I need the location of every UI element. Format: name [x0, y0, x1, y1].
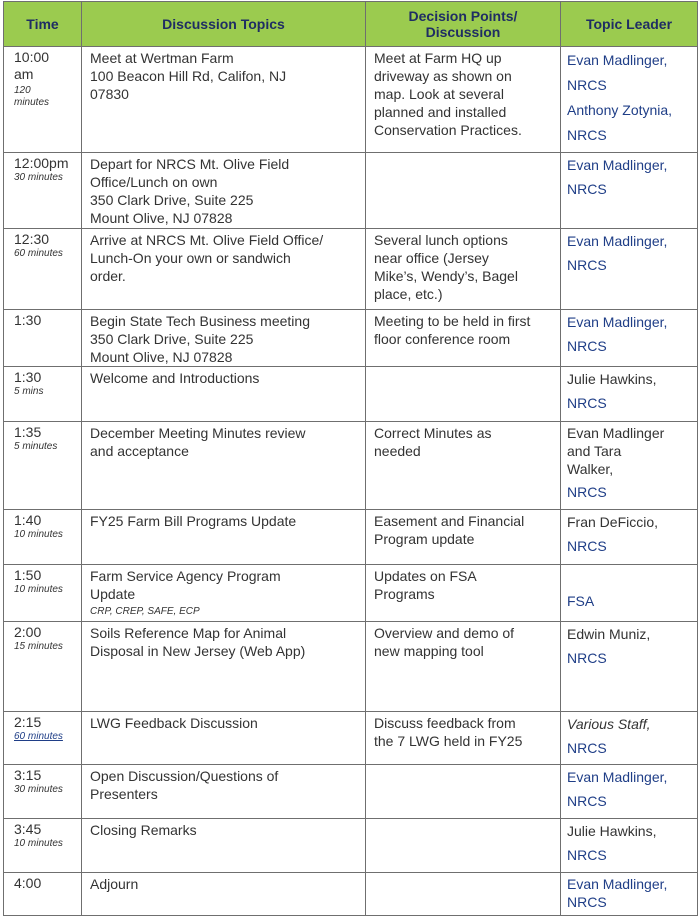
topic-line: Lunch-On your own or sandwich — [90, 250, 291, 266]
duration-value: 10 minutes — [14, 838, 63, 849]
time-value: 1:30 — [14, 312, 42, 328]
leader-line: NRCS — [567, 395, 607, 411]
leader-line: Evan Madlinger, — [567, 769, 668, 785]
duration-value: 10 minutes — [14, 584, 63, 595]
time-cell — [4, 47, 82, 153]
leader-line: NRCS — [567, 538, 607, 554]
topic-cell — [82, 47, 366, 153]
leader-line: FSA — [567, 593, 595, 609]
header-decision-line1: Decision Points/ — [408, 8, 518, 24]
leader-line: NRCS — [567, 847, 607, 863]
leader-cell — [561, 510, 698, 565]
topic-line: Begin State Tech Business meeting — [90, 313, 310, 329]
decision-cell — [366, 310, 561, 367]
duration-value: 60 minutes — [14, 248, 63, 259]
leader-line: NRCS — [567, 894, 607, 910]
decision-line: Meeting to be held in first — [374, 313, 531, 329]
leader-line: Evan Madlinger, — [567, 314, 668, 330]
decision-cell — [366, 565, 561, 622]
decision-cell — [366, 712, 561, 765]
leader-line: Evan Madlinger — [567, 425, 665, 441]
time-value: 2:15 — [14, 714, 42, 730]
table-row — [4, 765, 698, 819]
header-leader: Topic Leader — [561, 2, 698, 47]
topic-cell — [82, 229, 366, 310]
decision-line: Several lunch options — [374, 232, 508, 248]
leader-cell — [561, 765, 698, 819]
time-cell — [4, 565, 82, 622]
leader-line: Evan Madlinger, — [567, 157, 668, 173]
topic-update-word: Update — [90, 586, 136, 602]
time-cell — [4, 229, 82, 310]
topic-line: December Meeting Minutes review — [90, 425, 306, 441]
leader-line: NRCS — [567, 650, 607, 666]
topic-line-update — [90, 585, 357, 621]
decision-cell — [366, 422, 561, 510]
leader-line: Evan Madlinger, — [567, 876, 668, 892]
topic-line: Soils Reference Map for Animal — [90, 625, 287, 641]
decision-cell — [366, 47, 561, 153]
topic-line: order. — [90, 268, 126, 284]
topic-line: Presenters — [90, 786, 158, 802]
time-cell — [4, 153, 82, 229]
duration-value: 30 minutes — [14, 784, 63, 795]
topic-cell — [82, 565, 366, 622]
decision-line: new mapping tool — [374, 643, 484, 659]
table-row — [4, 565, 698, 622]
decision-line: planned and installed — [374, 104, 507, 120]
decision-line: needed — [374, 443, 421, 459]
table-row — [4, 622, 698, 712]
topic-line: 100 Beacon Hill Rd, Califon, NJ — [90, 68, 287, 84]
decision-line: Correct Minutes as — [374, 425, 492, 441]
time-cell — [4, 765, 82, 819]
topic-line: 07830 — [90, 86, 129, 102]
agenda-table — [3, 1, 698, 916]
leader-line: Julie Hawkins, — [567, 371, 657, 387]
leader-line: and Tara — [567, 443, 622, 459]
decision-cell — [366, 229, 561, 310]
topic-cell — [82, 873, 366, 916]
leader-cell — [561, 712, 698, 765]
decision-line: Programs — [374, 586, 435, 602]
topic-cell — [82, 510, 366, 565]
leader-line: NRCS — [567, 127, 607, 143]
leader-line: NRCS — [567, 257, 607, 273]
decision-line: near office (Jersey — [374, 250, 489, 266]
table-row — [4, 510, 698, 565]
decision-cell — [366, 765, 561, 819]
decision-line: Program update — [374, 531, 475, 547]
time-value: 2:00 — [14, 624, 42, 640]
leader-line: NRCS — [567, 181, 607, 197]
table-row — [4, 47, 698, 153]
decision-cell — [366, 819, 561, 873]
topic-line: LWG Feedback Discussion — [90, 715, 258, 731]
leader-line: Anthony Zotynia, — [567, 102, 673, 118]
header-row — [4, 2, 698, 47]
leader-cell — [561, 622, 698, 712]
time-value: 1:35 — [14, 424, 42, 440]
leader-cell — [561, 229, 698, 310]
decision-cell — [366, 153, 561, 229]
decision-line: Mike’s, Wendy’s, Bagel — [374, 268, 518, 284]
leader-line: Various Staff, — [567, 716, 651, 732]
leader-line: NRCS — [567, 484, 607, 500]
duration-value: 5 minutes — [14, 441, 58, 452]
duration-link[interactable]: 60 minutes — [14, 731, 63, 742]
time-value: 1:50 — [14, 567, 42, 583]
decision-cell — [366, 873, 561, 916]
time-value: 3:45 — [14, 821, 42, 837]
header-decision-line2: Discussion — [425, 24, 501, 40]
leader-line: Julie Hawkins, — [567, 823, 657, 839]
duration-value: 15 minutes — [14, 641, 63, 652]
topic-line: Meet at Wertman Farm — [90, 50, 234, 66]
decision-line: driveway as shown on — [374, 68, 512, 84]
table-row — [4, 422, 698, 510]
time-cell — [4, 422, 82, 510]
time-value: 12:30 — [14, 231, 50, 247]
decision-line: Conservation Practices. — [374, 122, 522, 138]
topic-cell — [82, 367, 366, 422]
topic-line: Welcome and Introductions — [90, 370, 260, 386]
decision-cell — [366, 367, 561, 422]
topic-line: Office/Lunch on own — [90, 174, 218, 190]
time-cell — [4, 819, 82, 873]
decision-line: floor conference room — [374, 331, 511, 347]
leader-line: Fran DeFiccio, — [567, 514, 659, 530]
time-cell — [4, 622, 82, 712]
topic-cell — [82, 712, 366, 765]
leader-line: NRCS — [567, 793, 607, 809]
time-value: 3:15 — [14, 767, 42, 783]
decision-line: place, etc.) — [374, 286, 443, 302]
time-cell — [4, 873, 82, 916]
topic-line: Adjourn — [90, 876, 139, 892]
topic-cell — [82, 310, 366, 367]
time-value: 1:30 — [14, 369, 42, 385]
duration-value: 30 minutes — [14, 172, 63, 183]
leader-line: Evan Madlinger, — [567, 52, 668, 68]
header-topics: Discussion Topics — [82, 2, 366, 47]
topic-cell — [82, 622, 366, 712]
topic-cell — [82, 819, 366, 873]
leader-line: NRCS — [567, 77, 607, 93]
decision-cell — [366, 622, 561, 712]
time-value: 1:40 — [14, 512, 42, 528]
topic-line: 350 Clark Drive, Suite 225 — [90, 192, 254, 208]
topic-line: Disposal in New Jersey (Web App) — [90, 643, 306, 659]
table-row — [4, 873, 698, 916]
topic-line: Open Discussion/Questions of — [90, 768, 279, 784]
topic-line: Arrive at NRCS Mt. Olive Field Office/ — [90, 232, 324, 248]
time-cell — [4, 510, 82, 565]
decision-line: Meet at Farm HQ up — [374, 50, 502, 66]
duration-value: 120 minutes — [14, 85, 50, 108]
leader-cell — [561, 367, 698, 422]
time-value: 12:00pm — [14, 155, 69, 171]
table-row — [4, 310, 698, 367]
time-cell — [4, 367, 82, 422]
topic-cell — [82, 765, 366, 819]
decision-line: the 7 LWG held in FY25 — [374, 733, 523, 749]
leader-line: NRCS — [567, 338, 607, 354]
decision-line: Easement and Financial — [374, 513, 525, 529]
leader-cell — [561, 47, 698, 153]
topic-line: Mount Olive, NJ 07828 — [90, 210, 233, 226]
time-value: 4:00 — [14, 875, 42, 891]
time-cell — [4, 310, 82, 367]
leader-cell — [561, 422, 698, 510]
leader-cell — [561, 153, 698, 229]
table-row — [4, 229, 698, 310]
topic-line: FY25 Farm Bill Programs Update — [90, 513, 297, 529]
topic-line: 350 Clark Drive, Suite 225 — [90, 331, 254, 347]
leader-line: Edwin Muniz, — [567, 626, 651, 642]
table-row — [4, 153, 698, 229]
leader-cell — [561, 310, 698, 367]
time-value: 10:00 am — [14, 49, 50, 82]
leader-cell — [561, 819, 698, 873]
table-row — [4, 819, 698, 873]
time-cell — [4, 712, 82, 765]
topic-cell — [82, 422, 366, 510]
header-decision — [366, 2, 561, 47]
topic-line: Mount Olive, NJ 07828 — [90, 349, 233, 365]
decision-line: Updates on FSA — [374, 568, 477, 584]
duration-value: 10 minutes — [14, 529, 63, 540]
topic-line: and acceptance — [90, 443, 189, 459]
topic-line: Farm Service Agency Program — [90, 568, 281, 584]
leader-line: Evan Madlinger, — [567, 233, 668, 249]
topic-line: Closing Remarks — [90, 822, 197, 838]
leader-line: Walker, — [567, 461, 614, 477]
leader-cell — [561, 565, 698, 622]
leader-line: NRCS — [567, 740, 607, 756]
decision-line: Overview and demo of — [374, 625, 515, 641]
leader-cell — [561, 873, 698, 916]
table-row — [4, 367, 698, 422]
topic-line: Depart for NRCS Mt. Olive Field — [90, 156, 290, 172]
topic-update-sub: CRP, CREP, SAFE, ECP — [90, 606, 200, 617]
decision-line: map. Look at several — [374, 86, 504, 102]
decision-line: Discuss feedback from — [374, 715, 516, 731]
topic-cell — [82, 153, 366, 229]
table-row — [4, 712, 698, 765]
duration-value: 5 mins — [14, 386, 44, 397]
decision-cell — [366, 510, 561, 565]
header-time: Time — [4, 2, 82, 47]
